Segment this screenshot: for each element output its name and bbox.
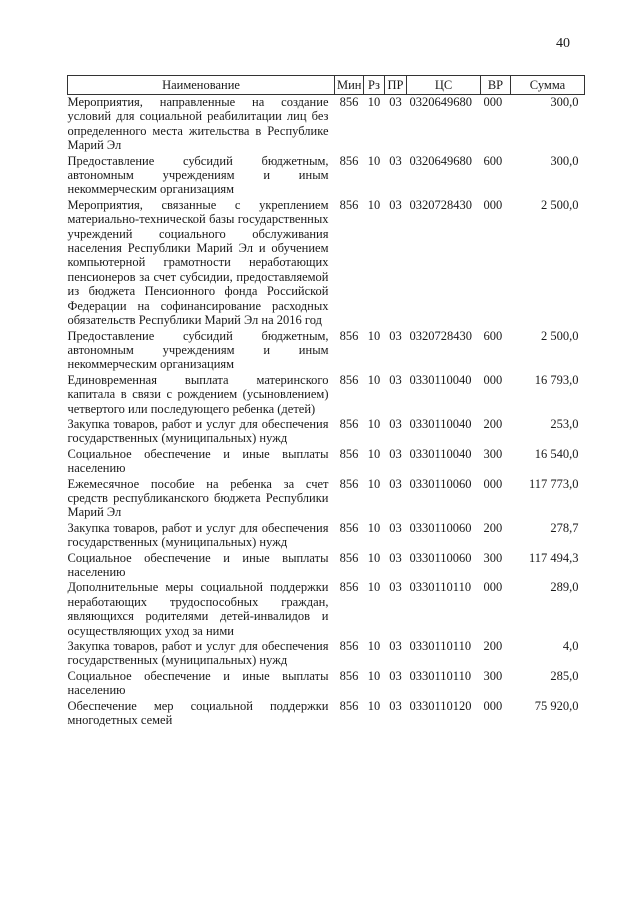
cell-pr: 03 — [389, 153, 402, 168]
cell-vr: 000 — [483, 197, 503, 212]
cell-vr: 300 — [483, 446, 503, 461]
cell-name: Мероприятия, связанные с укреплением материально-технической базы государственных учреждений социального обслуживания населения Республики Марий Эл и обучением компьютерной грамотности неработающих пенсионеров за счет субсидии, предоставляемой из бюджета Пенсионного фонда Российской Федерации на софинансирование расходных обязательств Республики Марий Эл на 2016 год — [67, 197, 329, 328]
cell-pr: 03 — [389, 197, 402, 212]
cell-min: 856 — [339, 328, 359, 343]
cell-sum: 75 920,0 — [534, 698, 579, 713]
cell-name: Обеспечение мер социальной поддержки многодетных семей — [67, 698, 329, 728]
cell-vr: 600 — [483, 153, 503, 168]
cell-cs: 0320649680 — [409, 153, 472, 168]
table-row — [68, 95, 585, 154]
cell-min: 856 — [339, 372, 359, 387]
cell-name: Предоставление субсидий бюджетным, автономным учреждениям и иным некоммерческим организациям — [67, 328, 329, 372]
table-row — [68, 580, 585, 639]
cell-min: 856 — [339, 550, 359, 565]
cell-rz: 10 — [367, 550, 381, 565]
cell-min: 856 — [339, 416, 359, 431]
cell-name: Социальное обеспечение и иные выплаты населению — [67, 550, 329, 579]
cell-vr: 000 — [483, 580, 503, 595]
table-row — [68, 447, 585, 477]
cell-pr: 03 — [389, 698, 402, 713]
table-row — [68, 329, 585, 373]
cell-vr: 200 — [483, 520, 503, 535]
cell-rz: 10 — [367, 446, 381, 461]
cell-cs: 0330110060 — [409, 476, 472, 491]
header-sum: Сумма — [511, 76, 585, 95]
cell-sum: 117 773,0 — [528, 476, 579, 491]
header-rz: Рз — [364, 76, 385, 95]
cell-cs: 0320649680 — [409, 95, 472, 109]
cell-sum: 300,0 — [550, 95, 579, 109]
header-vr: ВР — [481, 76, 511, 95]
cell-sum: 2 500,0 — [541, 197, 579, 212]
cell-vr: 000 — [483, 476, 503, 491]
cell-name: Закупка товаров, работ и услуг для обеспечения государственных (муниципальных) нужд — [67, 416, 329, 446]
header-cs: ЦС — [407, 76, 481, 95]
cell-rz: 10 — [367, 372, 381, 387]
cell-name: Мероприятия, направленные на создание условий для социальной реабилитации лиц без определенного места жительства в Республике Марий Эл — [67, 95, 329, 153]
cell-pr: 03 — [389, 476, 402, 491]
header-name: Наименование — [68, 76, 335, 95]
cell-cs: 0330110040 — [409, 372, 472, 387]
cell-pr: 03 — [389, 416, 402, 431]
cell-cs: 0320728430 — [409, 197, 472, 212]
cell-min: 856 — [339, 520, 359, 535]
cell-pr: 03 — [389, 668, 402, 683]
cell-min: 856 — [339, 476, 359, 491]
cell-vr: 200 — [483, 639, 503, 654]
cell-sum: 253,0 — [550, 416, 579, 431]
cell-rz: 10 — [367, 476, 381, 491]
cell-name: Закупка товаров, работ и услуг для обеспечения государственных (муниципальных) нужд — [67, 639, 329, 668]
cell-rz: 10 — [367, 328, 381, 343]
table-row — [68, 477, 585, 521]
cell-min: 856 — [339, 197, 359, 212]
cell-rz: 10 — [367, 520, 381, 535]
cell-pr: 03 — [389, 95, 402, 109]
cell-name: Единовременная выплата материнского капитала в связи с рождением (усыновлением) четвертого или последующего ребенка (детей) — [67, 372, 329, 416]
cell-rz: 10 — [367, 668, 381, 683]
table-row — [68, 417, 585, 447]
cell-min: 856 — [339, 446, 359, 461]
header-min: Мин — [335, 76, 364, 95]
cell-cs: 0320728430 — [409, 328, 472, 343]
table-row — [68, 699, 585, 729]
header-pr: ПР — [385, 76, 407, 95]
cell-cs: 0330110040 — [409, 446, 472, 461]
cell-sum: 2 500,0 — [541, 328, 579, 343]
table-body — [68, 95, 585, 729]
cell-vr: 000 — [483, 372, 503, 387]
table-row — [68, 521, 585, 551]
cell-vr: 600 — [483, 328, 503, 343]
cell-cs: 0330110040 — [409, 416, 472, 431]
cell-min: 856 — [339, 95, 359, 109]
table-header-row — [68, 76, 585, 95]
cell-name: Предоставление субсидий бюджетным, автономным учреждениям и иным некоммерческим организациям — [67, 153, 329, 197]
cell-cs: 0330110110 — [409, 580, 472, 595]
cell-sum: 4,0 — [562, 639, 579, 654]
cell-cs: 0330110110 — [409, 668, 472, 683]
cell-name: Социальное обеспечение и иные выплаты населению — [67, 668, 329, 698]
table-row — [68, 373, 585, 417]
cell-min: 856 — [339, 639, 359, 654]
cell-sum: 16 793,0 — [534, 372, 579, 387]
cell-sum: 285,0 — [550, 668, 579, 683]
cell-rz: 10 — [367, 416, 381, 431]
cell-vr: 300 — [483, 668, 503, 683]
cell-sum: 16 540,0 — [534, 446, 579, 461]
cell-pr: 03 — [389, 520, 402, 535]
table-row — [68, 154, 585, 198]
table-row — [68, 639, 585, 669]
cell-name: Дополнительные меры социальной поддержки неработающих трудоспособных граждан, являющихся родителями детей-инвалидов и осуществляющих уход за ними — [67, 580, 329, 638]
cell-pr: 03 — [389, 639, 402, 654]
cell-pr: 03 — [389, 550, 402, 565]
cell-vr: 000 — [483, 95, 503, 109]
table-row — [68, 669, 585, 699]
cell-vr: 300 — [483, 550, 503, 565]
cell-cs: 0330110120 — [409, 698, 472, 713]
cell-name: Ежемесячное пособие на ребенка за счет средств республиканского бюджета Республики Марий Эл — [67, 476, 329, 520]
cell-rz: 10 — [367, 95, 381, 109]
cell-name: Социальное обеспечение и иные выплаты населению — [67, 446, 329, 476]
cell-pr: 03 — [389, 580, 402, 595]
cell-sum: 278,7 — [550, 520, 579, 535]
cell-rz: 10 — [367, 197, 381, 212]
cell-min: 856 — [339, 668, 359, 683]
table-row — [68, 551, 585, 581]
page-number: 40 — [556, 36, 570, 51]
cell-name: Закупка товаров, работ и услуг для обеспечения государственных (муниципальных) нужд — [67, 520, 329, 550]
cell-pr: 03 — [389, 328, 402, 343]
cell-min: 856 — [339, 698, 359, 713]
cell-min: 856 — [339, 580, 359, 595]
cell-vr: 200 — [483, 416, 503, 431]
cell-rz: 10 — [367, 698, 381, 713]
cell-cs: 0330110060 — [409, 550, 472, 565]
cell-sum: 300,0 — [550, 153, 579, 168]
cell-rz: 10 — [367, 153, 381, 168]
cell-min: 856 — [339, 153, 359, 168]
budget-table — [67, 75, 585, 728]
cell-pr: 03 — [389, 372, 402, 387]
cell-rz: 10 — [367, 639, 381, 654]
cell-sum: 117 494,3 — [528, 550, 579, 565]
cell-pr: 03 — [389, 446, 402, 461]
cell-cs: 0330110110 — [409, 639, 472, 654]
table-row — [68, 198, 585, 329]
cell-vr: 000 — [483, 698, 503, 713]
cell-cs: 0330110060 — [409, 520, 472, 535]
cell-rz: 10 — [367, 580, 381, 595]
cell-sum: 289,0 — [550, 580, 579, 595]
